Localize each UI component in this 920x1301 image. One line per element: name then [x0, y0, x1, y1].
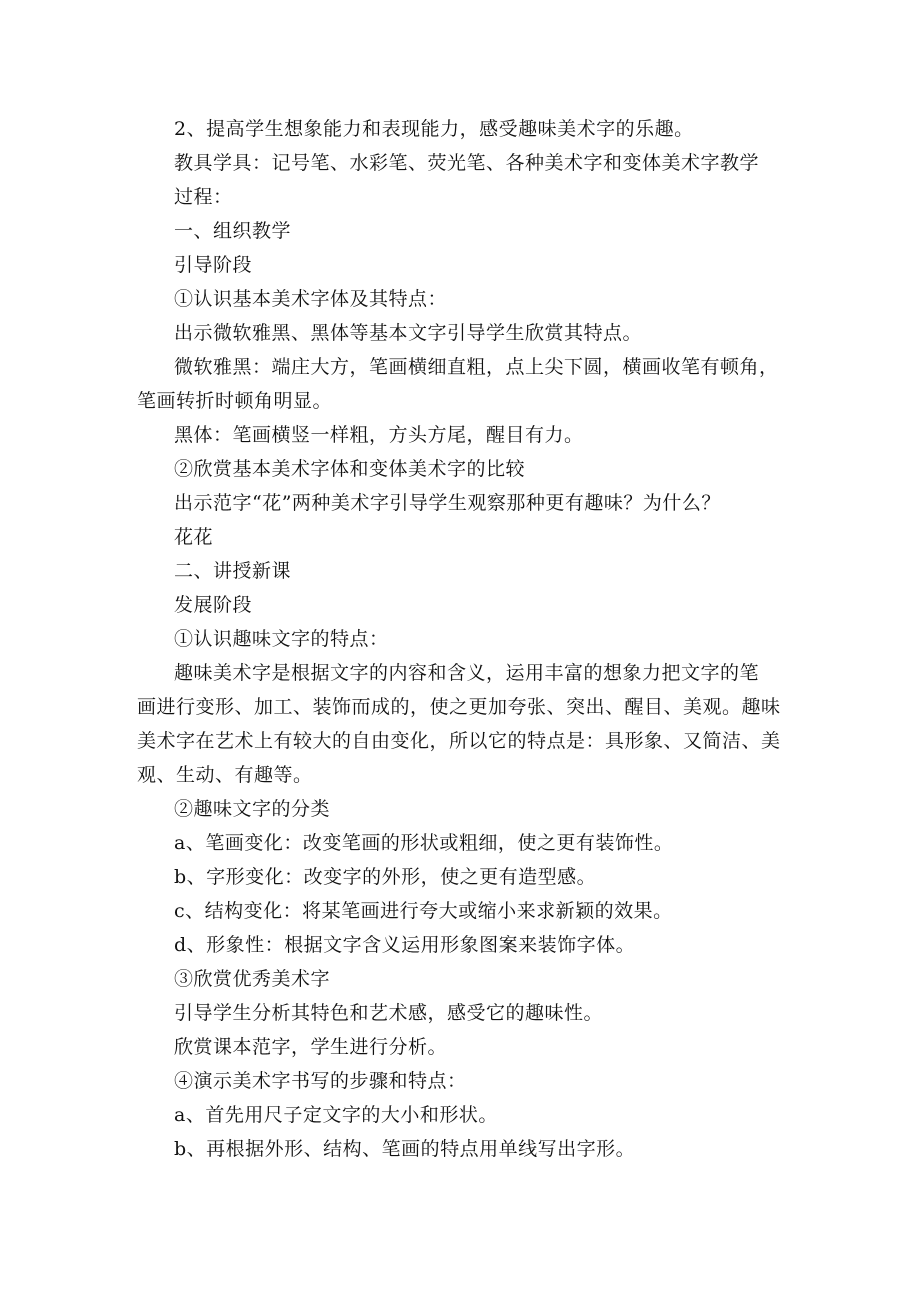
text-line: 过程： [174, 186, 233, 208]
text-line: 观、生动、有趣等。 [137, 764, 313, 786]
text-line: 发展阶段 [174, 594, 253, 616]
text-line: c、结构变化：将某笔画进行夸大或缩小来求新颖的效果。 [174, 900, 673, 922]
text-line: ③欣赏优秀美术字 [174, 968, 331, 990]
text-line: ②趣味文字的分类 [174, 798, 331, 820]
text-line: 欣赏课本范字，学生进行分析。 [174, 1036, 448, 1058]
section-heading: 一、组织教学 [174, 220, 292, 242]
section-heading: 二、讲授新课 [174, 560, 292, 582]
text-line: 教具学具：记号笔、水彩笔、荧光笔、各种美术字和变体美术字教学 [174, 152, 760, 174]
text-line: b、再根据外形、结构、笔画的特点用单线写出字形。 [174, 1138, 636, 1160]
text-line: 黑体：笔画横竖一样粗，方头方尾，醒目有力。 [174, 424, 584, 446]
text-line: ②欣赏基本美术字体和变体美术字的比较 [174, 458, 526, 480]
text-line: 趣味美术字是根据文字的内容和含义，运用丰富的想象力把文字的笔 [174, 662, 760, 684]
text-line: 微软雅黑：端庄大方，笔画横细直粗，点上尖下圆，横画收笔有顿角， [174, 356, 779, 378]
text-line: 引导阶段 [174, 254, 253, 276]
text-line: 美术字在艺术上有较大的自由变化，所以它的特点是：具形象、又简洁、美 [137, 730, 781, 752]
text-line: a、笔画变化：改变笔画的形状或粗细，使之更有装饰性。 [174, 832, 674, 854]
text-line: 2、提高学生想象能力和表现能力，感受趣味美术字的乐趣。 [174, 118, 694, 140]
text-line: ①认识趣味文字的特点： [174, 628, 389, 650]
text-line: 出示范字“花”两种美术字引导学生观察那种更有趣味？为什么？ [174, 492, 721, 514]
text-line: a、首先用尺子定文字的大小和形状。 [174, 1104, 498, 1126]
text-line: 出示微软雅黑、黑体等基本文字引导学生欣赏其特点。 [174, 322, 643, 344]
text-line: 引导学生分析其特色和艺术感，感受它的趣味性。 [174, 1002, 604, 1024]
text-line: ④演示美术字书写的步骤和特点： [174, 1070, 467, 1092]
text-line: 画进行变形、加工、装饰而成的，使之更加夸张、突出、醒目、美观。趣味 [137, 696, 781, 718]
text-line: b、字形变化：改变字的外形，使之更有造型感。 [174, 866, 597, 888]
text-line: 笔画转折时顿角明显。 [137, 390, 333, 412]
text-line: d、形象性：根据文字含义运用形象图案来装饰字体。 [174, 934, 636, 956]
text-line: 花花 [174, 526, 214, 548]
text-line: ①认识基本美术字体及其特点： [174, 288, 448, 310]
